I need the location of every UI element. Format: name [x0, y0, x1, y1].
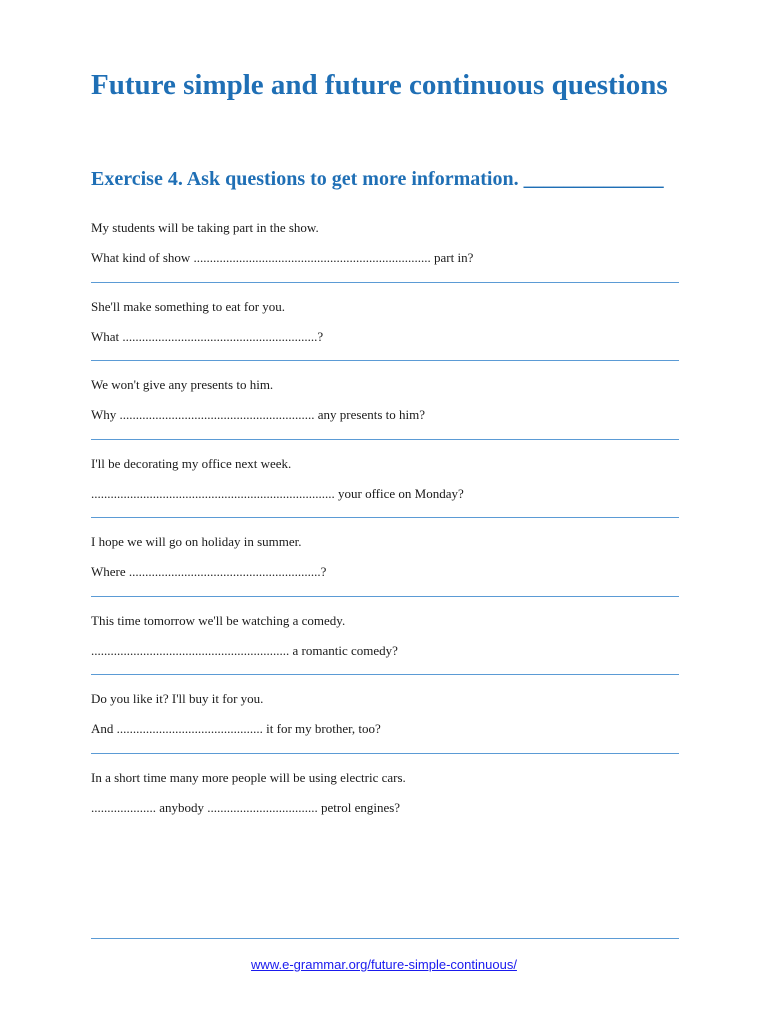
item-sentence: This time tomorrow we'll be watching a comedy. [91, 612, 346, 628]
item-prompt: ........................................................................... your office on Monday? [91, 485, 464, 501]
item-sentence: My students will be taking part in the show. [91, 220, 319, 235]
item-sentence: Do you like it? I'll buy it for you. [91, 691, 264, 706]
footer-divider [91, 938, 679, 939]
exercise-item [91, 675, 679, 754]
item-sentence: In a short time many more people will be using electric cars. [91, 769, 406, 785]
item-sentence: We won't give any presents to him. [91, 377, 274, 392]
item-prompt: Where ...........................................................? [91, 564, 327, 579]
item-sentence: I'll be decorating my office next week. [91, 455, 292, 471]
item-prompt: What kind of show ......................................................................... part in? [91, 250, 474, 265]
item-prompt: ............................................................. a romantic comedy? [91, 642, 398, 658]
item-prompt: Why ............................................................ any presents to him? [91, 407, 425, 422]
exercise-item [91, 204, 679, 283]
item-prompt: .................... anybody .................................. petrol engines? [91, 799, 401, 815]
item-prompt: And ............................................. it for my brother, too? [91, 721, 381, 736]
exercise-items [91, 204, 679, 832]
exercise-item [91, 754, 679, 833]
page-title: Future simple and future continuous questions [91, 69, 668, 101]
exercise-item [91, 518, 679, 597]
item-sentence: I hope we will go on holiday in summer. [91, 534, 302, 549]
item-sentence: She'll make something to eat for you. [91, 298, 286, 314]
exercise-item [91, 361, 679, 440]
item-prompt: What ............................................................? [91, 328, 324, 344]
exercise-heading: Exercise 4. Ask questions to get more information. ______________ [91, 168, 664, 190]
exercise-item [91, 597, 679, 676]
exercise-item [91, 440, 679, 519]
exercise-item [91, 283, 679, 362]
footer-link[interactable]: www.e-grammar.org/future-simple-continuous/ [251, 957, 517, 972]
